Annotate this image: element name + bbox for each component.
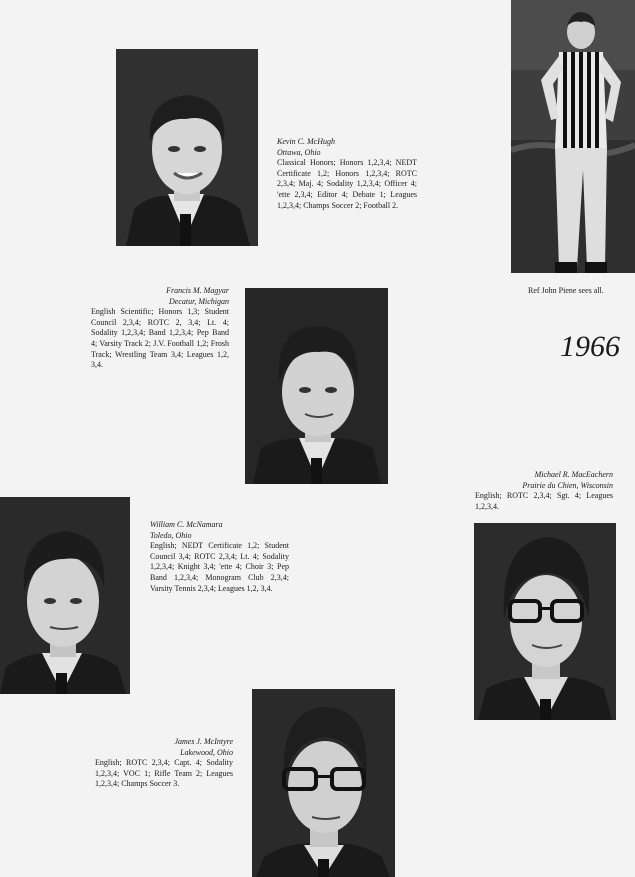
student-activities: English; ROTC 2,3,4; Sgt. 4; Leagues 1,2,3,4. — [475, 491, 613, 511]
student-name: Kevin C. McHugh — [277, 137, 335, 146]
entry-maceachern — [475, 470, 613, 512]
entry-mchugh — [277, 137, 417, 211]
student-hometown: Lakewood, Ohio — [180, 747, 233, 757]
portrait-mchugh — [116, 49, 258, 246]
student-name: Michael R. MacEachern — [534, 470, 613, 479]
student-hometown: Ottawa, Ohio — [277, 147, 321, 157]
student-hometown: Prairie du Chien, Wisconsin — [522, 480, 613, 490]
entry-magyar — [91, 286, 229, 371]
photo-caption: Ref John Piene sees all. — [528, 286, 604, 295]
student-activities: English; ROTC 2,3,4; Capt. 4; Sodality 1,2,3,4; VOC 1; Rifle Team 2; Leagues 1,2,3,4; Champs Soccer 3. — [95, 758, 233, 789]
entry-mcintyre — [95, 737, 233, 790]
portrait-mcintyre — [252, 689, 395, 877]
student-activities: English; NEDT Certificate 1,2; Student Council 3,4; ROTC 2,3,4; Lt. 4; Sodality 1,2,3,4; Knight 3,4; 'ette 4; Choir 3; Pep Band 1,2,3,4; Monogram Club 2,3,4; Varsity Tennis 2,3,4; Leagues 1,2, 3,4. — [150, 541, 289, 593]
student-name: Francis M. Magyar — [166, 286, 229, 295]
student-name: James J. McIntyre — [174, 737, 233, 746]
student-name: William C. McNamara — [150, 520, 223, 529]
student-activities: Classical Honors; Honors 1,2,3,4; NEDT Certificate 1,2; Honors 1,2,3,4; ROTC 2,3,4; Maj. 4; Sodality 1,2,3,4; Officer 4; 'ette 2,3,4; Editor 4; Debate 1; Leagues 1,2,3,4; Champs Soccer 2; Football 2. — [277, 158, 417, 210]
year-heading: 1966 — [560, 330, 620, 363]
student-activities: English Scientific; Honors 1,3; Student Council 2,3,4; ROTC 2, 3,4; Lt. 4; Sodality 1,2,3,4; Band 1,2,3,4; Pep Band 4; Varsity Track 2; J.V. Football 1,2; Frosh Track; Wrestling Team 3,4; Leagues 1,2, 3,4. — [91, 307, 229, 370]
portrait-maceachern — [474, 523, 616, 720]
entry-mcnamara — [150, 520, 289, 594]
portrait-magyar — [245, 288, 388, 484]
portrait-mcnamara — [0, 497, 130, 694]
student-hometown: Decatur, Michigan — [169, 296, 229, 306]
student-hometown: Toledo, Ohio — [150, 530, 192, 540]
referee-photo — [511, 0, 635, 273]
